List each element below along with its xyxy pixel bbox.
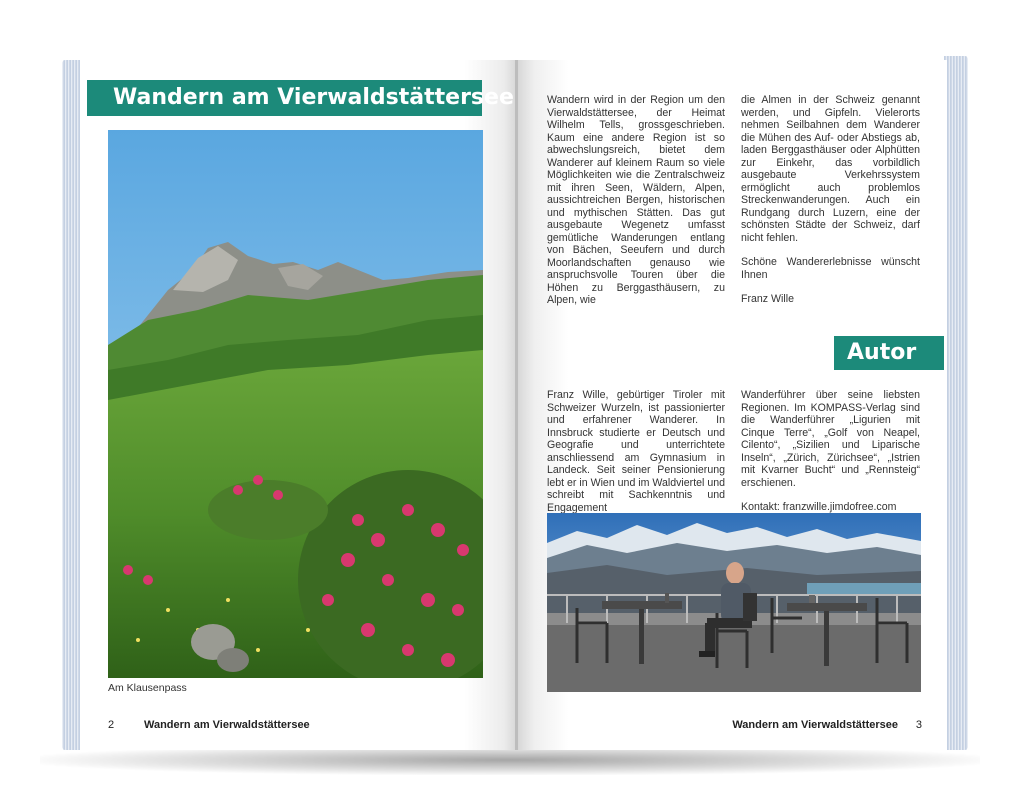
contact-text: Kontakt: franzwille.jimdofree.com xyxy=(741,501,897,513)
author-column-2 xyxy=(741,389,920,514)
running-title-right: Wandern am Vierwaldstättersee xyxy=(732,719,898,731)
page-number: 2 xyxy=(108,719,115,731)
author-text-2: Wanderführer über seine liebsten Regionen. Im KOMPASS-Verlag sind die Wanderführer „Ligurien mit Cinque Terre“, „Golf von Neapel, Cilento“, „Sizilien und Liparische Inseln“, „Zürich, Zürichsee“, „Istrien mit Kvarner Bucht“ und „Rennsteig“ erschienen. xyxy=(741,389,920,489)
page-number-right: 3 xyxy=(915,719,922,731)
photo-caption: Am Klausenpass xyxy=(108,682,187,694)
book-gutter xyxy=(515,60,518,750)
running-title: Wandern am Vierwaldstättersee xyxy=(144,719,310,731)
left-page-footer xyxy=(108,719,310,731)
intro-text-2: die Almen in der Schweiz genannt werden, und Gipfeln. Vielerorts nehmen Seilbahnen dem Wanderer die Mühen des Auf- oder Abstiegs ab, laden Berggasthäuser oder Alphütten zur Einkehr, das vorbildlich ausgebaute Verkehrssystem ermöglicht auch problemlos Streckenwanderungen. Auch ein Rundgang durch Luzern, eine der schönsten Städte der Schweiz, darf nicht fehlen. xyxy=(741,94,920,244)
greeting-text: Schöne Wandererlebnisse wünscht Ihnen xyxy=(741,256,920,281)
author-heading-banner: Autor xyxy=(834,336,944,370)
intro-column-2 xyxy=(741,94,920,306)
right-page-footer xyxy=(732,719,922,731)
page-edges-left xyxy=(62,60,82,750)
chapter-title-banner: Wandern am Vierwaldstättersee xyxy=(87,80,482,116)
signature-text: Franz Wille xyxy=(741,293,794,305)
author-text-1: Franz Wille, gebürtiger Tiroler mit Schweizer Wurzeln, ist passionierter und erfahrener Wanderer. In Innsbruck studierte er Deutsch und Geografie und unterrichtete anschliessend am Gymnasium in Landeck. Seit seiner Pensionierung lebt er in Wien und im Waldviertel und schreibt mit Sachkenntnis und Engagement xyxy=(547,389,726,514)
intro-text-1: Wandern wird in der Region um den Vierwaldstättersee, der Heimat Wilhelm Tells, grossgeschrieben. Kaum eine andere Region ist so abwechslungsreich, bietet dem Wanderer auf kleinem Raum so viele Möglichkeiten wie die Zentralschweiz mit ihren Seen, Wäldern, Alpen, aussichtreichen Bergen, historischen und mythischen Stätten. Das gut ausgebaute Wegenetz umfasst gemütliche Wanderungen entlang von Bächen, Seeufern und durch Moorlandschaften genauso wie anspruchsvolle Touren über die Höhen zu Berggasthäusern, zu Alpen, wie xyxy=(547,94,725,306)
alpine-meadow-photo xyxy=(108,130,483,678)
author-column-1 xyxy=(547,389,725,514)
intro-column-1 xyxy=(547,94,725,307)
author-photo xyxy=(547,513,921,692)
page-edges-right xyxy=(944,56,968,750)
